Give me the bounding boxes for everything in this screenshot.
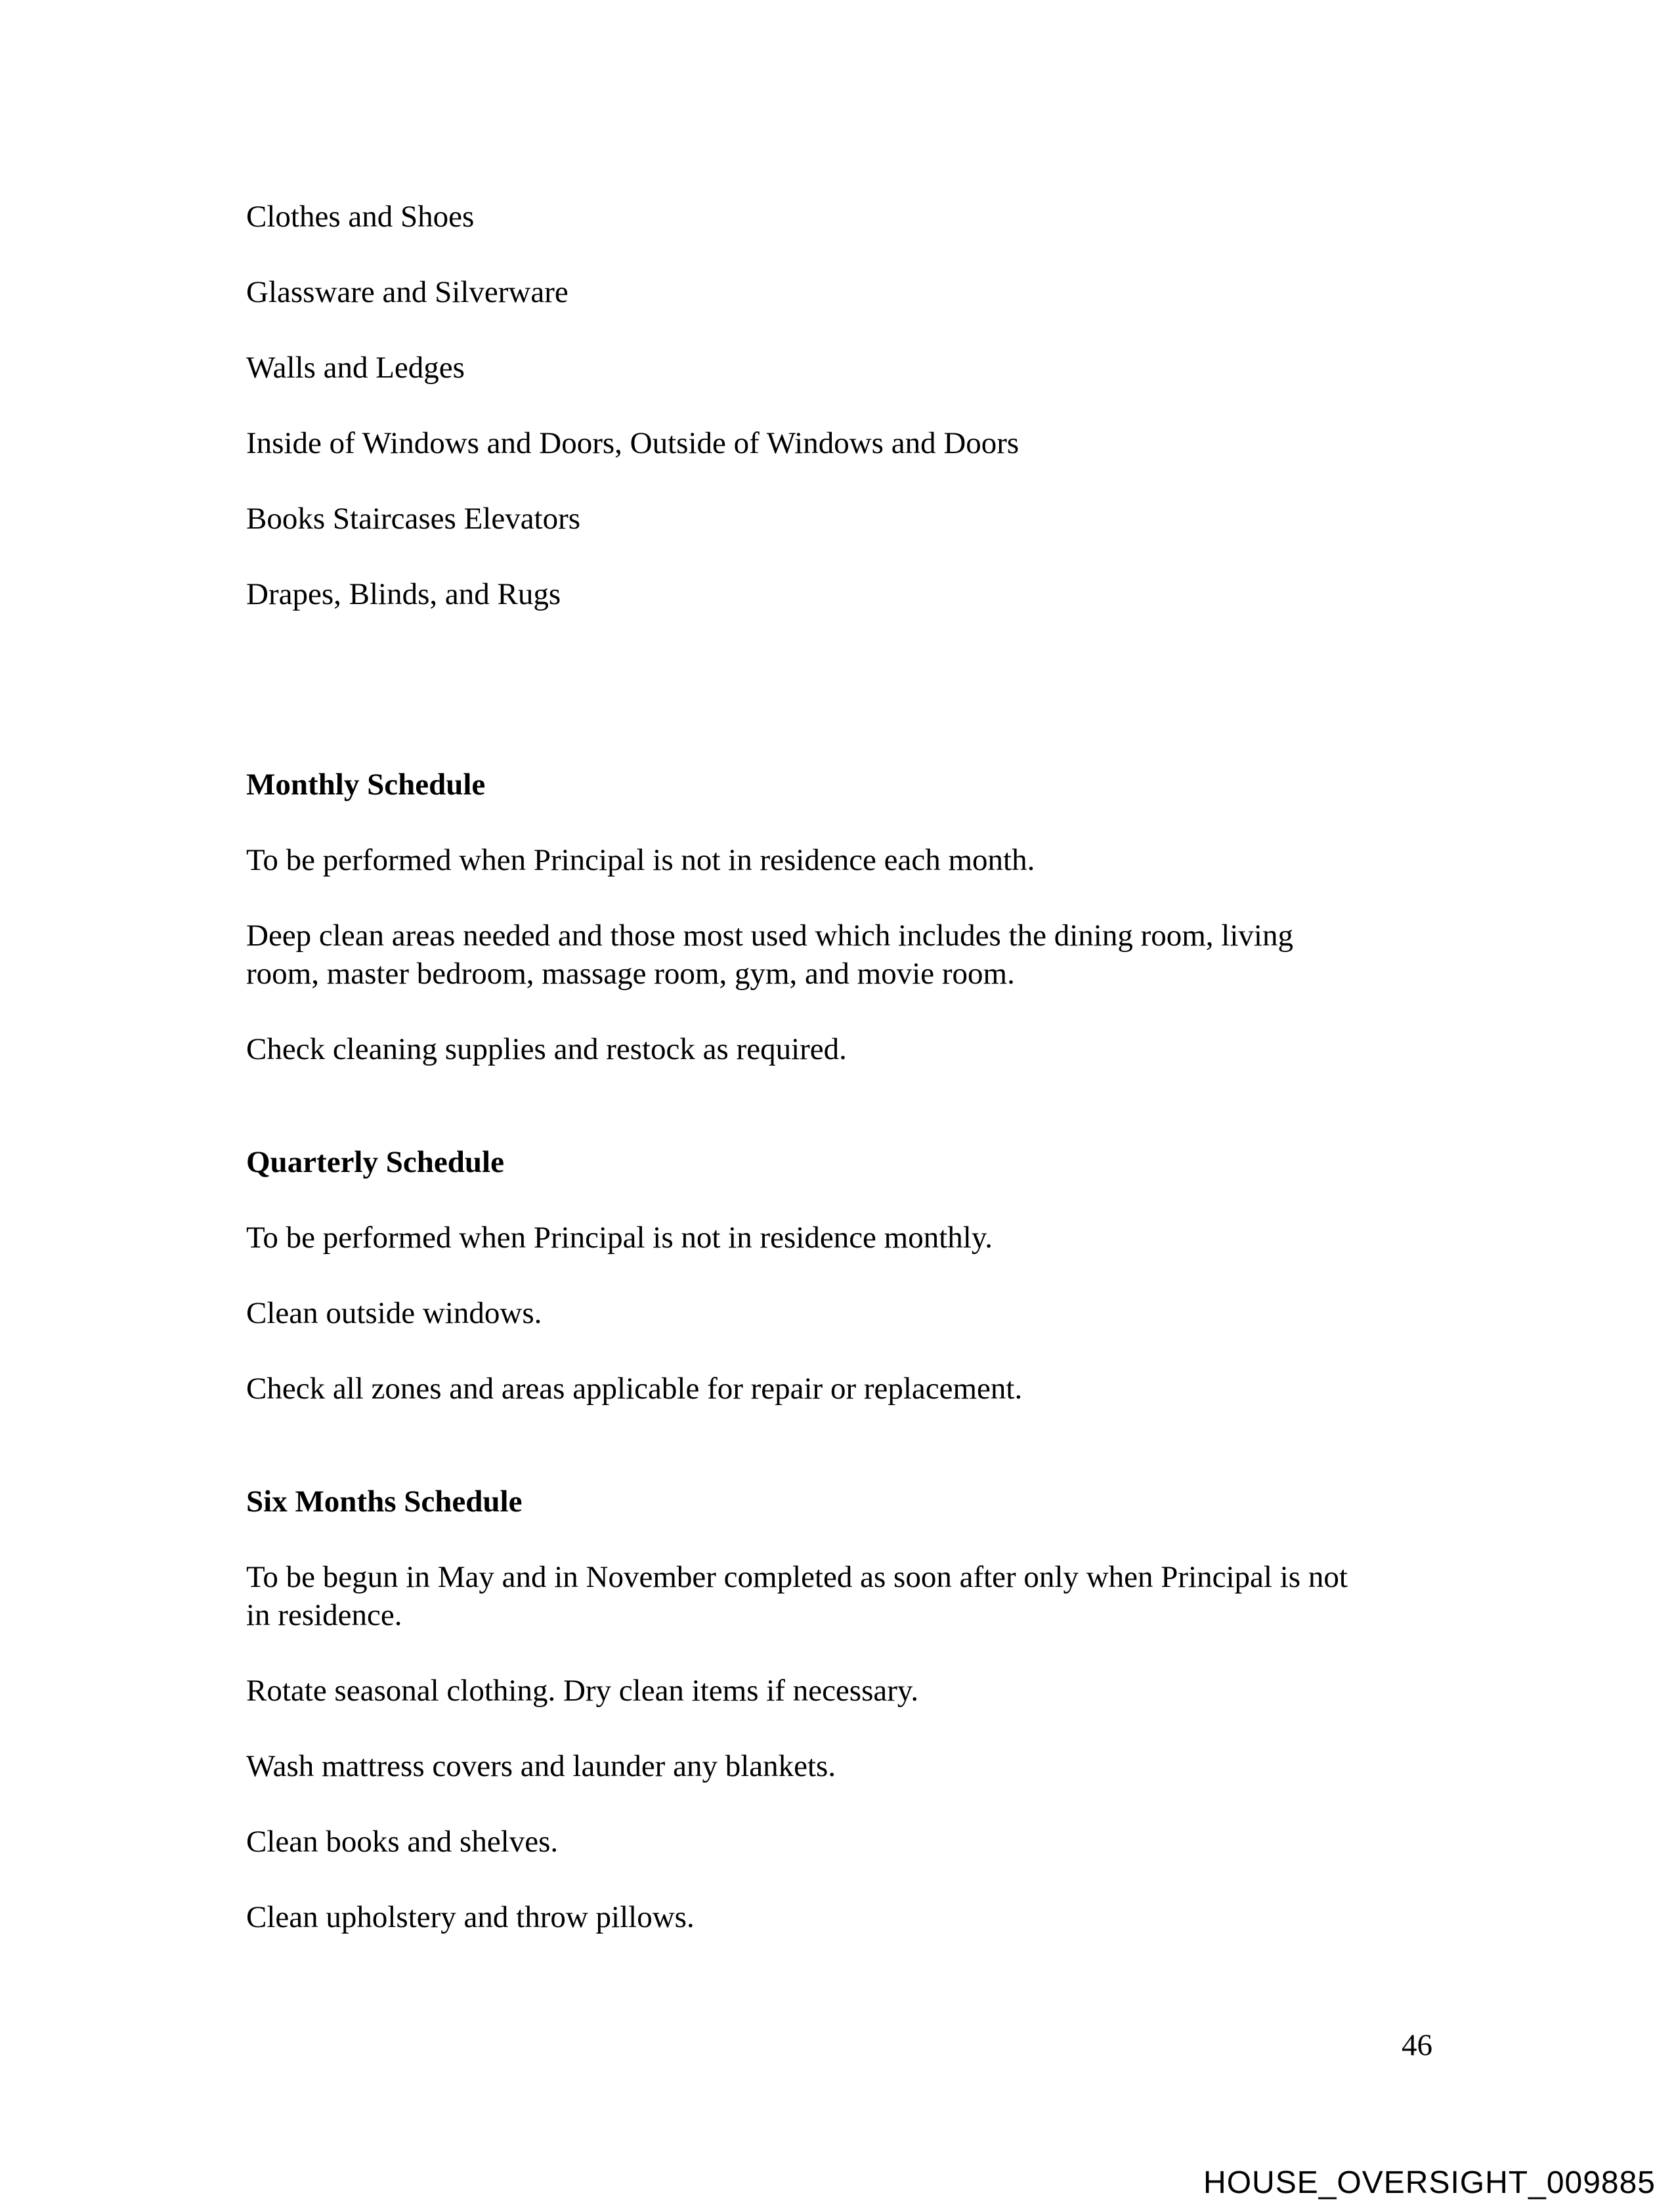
- list-item: [246, 424, 1434, 462]
- paragraph: [246, 1558, 1434, 1634]
- bates-stamp: HOUSE_OVERSIGHT_009885: [1203, 2165, 1656, 2200]
- paragraph: [246, 1294, 1434, 1332]
- paragraph: [246, 841, 1434, 879]
- list-item-text: Clothes and Shoes: [246, 200, 475, 234]
- list-item: [246, 273, 1434, 311]
- paragraph-line: Check cleaning supplies and restock as required.: [246, 1032, 847, 1066]
- paragraph: [246, 1898, 1434, 1936]
- list-item: [246, 349, 1434, 387]
- paragraph-line: Clean upholstery and throw pillows.: [246, 1900, 695, 1934]
- paragraph: [246, 1823, 1434, 1861]
- list-item-text: Walls and Ledges: [246, 351, 465, 385]
- list-item-text: Glassware and Silverware: [246, 275, 569, 309]
- list-item: [246, 198, 1434, 236]
- section-heading-monthly: [246, 766, 1434, 804]
- list-item-text: Inside of Windows and Doors, Outside of Windows and Doors: [246, 426, 1019, 460]
- section-heading-text: Quarterly Schedule: [246, 1145, 504, 1179]
- paragraph: [246, 1030, 1434, 1068]
- paragraph-line: Wash mattress covers and launder any blankets.: [246, 1749, 836, 1783]
- section-heading-text: Six Months Schedule: [246, 1485, 523, 1519]
- paragraph-line: in residence.: [246, 1598, 402, 1632]
- section-heading-quarterly: [246, 1143, 1434, 1181]
- paragraph-line: Rotate seasonal clothing. Dry clean items if necessary.: [246, 1674, 919, 1708]
- paragraph-line: To be performed when Principal is not in residence each month.: [246, 843, 1035, 877]
- paragraph-line: Deep clean areas needed and those most used which includes the dining room, living: [246, 919, 1293, 953]
- section-heading-text: Monthly Schedule: [246, 768, 486, 802]
- paragraph-line: To be begun in May and in November completed as soon after only when Principal is not: [246, 1560, 1348, 1594]
- list-item: [246, 575, 1434, 613]
- paragraph: [246, 917, 1434, 993]
- paragraph-line: Check all zones and areas applicable for repair or replacement.: [246, 1372, 1023, 1406]
- paragraph-line: To be performed when Principal is not in residence monthly.: [246, 1221, 993, 1255]
- paragraph-line: Clean books and shelves.: [246, 1825, 559, 1859]
- section-heading-six-months: [246, 1483, 1434, 1521]
- paragraph: [246, 1219, 1434, 1257]
- document-content: [246, 198, 1434, 1974]
- paragraph: [246, 1747, 1434, 1785]
- paragraph-line: Clean outside windows.: [246, 1296, 542, 1330]
- page-number: 46: [1402, 2028, 1432, 2062]
- list-item-text: Books Staircases Elevators: [246, 502, 581, 536]
- paragraph: [246, 1370, 1434, 1408]
- list-item-text: Drapes, Blinds, and Rugs: [246, 577, 561, 611]
- paragraph-line: room, master bedroom, massage room, gym, and movie room.: [246, 957, 1015, 991]
- paragraph: [246, 1672, 1434, 1710]
- list-item: [246, 500, 1434, 538]
